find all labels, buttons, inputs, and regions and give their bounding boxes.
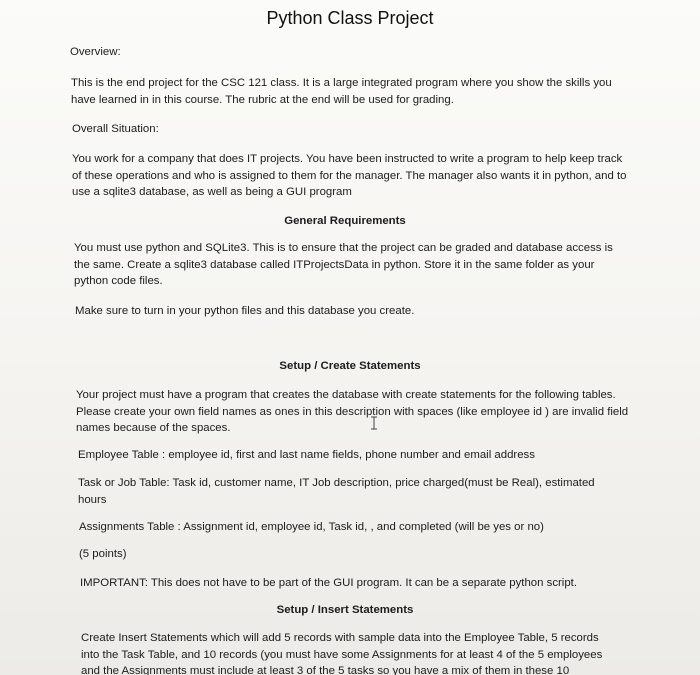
setup-create-heading: Setup / Create Statements [279, 360, 421, 372]
overview-heading: Overview: [70, 46, 121, 58]
employee-table-description: Employee Table : employee id, first and last name fields, phone number and email address [78, 449, 535, 461]
points-note: (5 points) [79, 548, 127, 560]
page-title: Python Class Project [266, 8, 434, 28]
task-table-description: Task or Job Table: Task id, customer name, IT Job description, price charged(must be Real), estimated hours [78, 477, 595, 506]
overview-paragraph: This is the end project for the CSC 121 class. It is a large integrated program where you show the skills you have learned in in this course. The rubric at the end will be used for grading. [71, 77, 612, 106]
situation-paragraph: You work for a company that does IT projects. You have been instructed to write a program to help keep track of these operations and who is assigned to them for the manager. The manager also wants it in python, and to use a sqlite3 database, as well as being a GUI program [72, 153, 627, 198]
turn-in-paragraph: Make sure to turn in your python files and this database you create. [75, 305, 415, 317]
setup-insert-heading: Setup / Insert Statements [276, 604, 414, 616]
general-requirements-heading: General Requirements [284, 215, 406, 227]
assignments-table-description: Assignments Table : Assignment id, employee id, Task id, , and completed (will be yes or no) [79, 521, 544, 533]
setup-insert-paragraph: Create Insert Statements which will add 5 records with sample data into the Employee Table, 5 records into the Task Table, and 10 records (you must have some Assignments for at least 4 of the 5 employees and the Assignments must include at least 3 of the 5 tasks so you have a mix of them in these 10 [81, 632, 603, 675]
situation-heading: Overall Situation: [72, 123, 159, 135]
setup-create-paragraph: Your project must have a program that creates the database with create statements for the following tables. Please create your own field names as ones in this description with spaces (like employee id ) are invalid field names because of the spaces. [76, 389, 629, 434]
important-note: IMPORTANT: This does not have to be part of the GUI program. It can be a separate python script. [80, 577, 578, 589]
general-requirements-paragraph: You must use python and SQLite3. This is to ensure that the project can be graded and database access is the same. Create a sqlite3 database called ITProjectsData in python. Store it in the same folder as your python code files. [74, 242, 613, 287]
text-cursor-icon [369, 416, 379, 430]
